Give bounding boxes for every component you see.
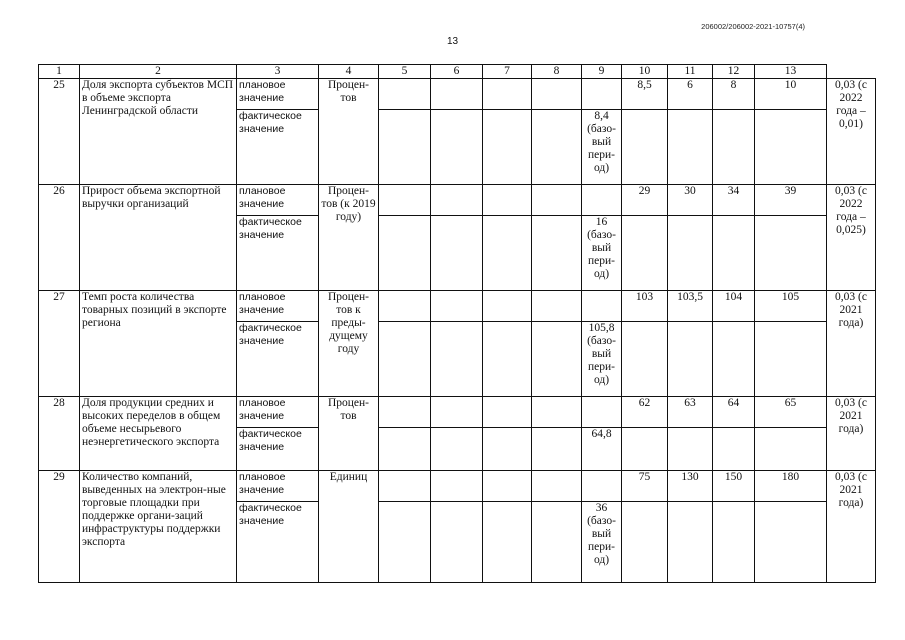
empty-cell — [431, 110, 483, 185]
empty-cell — [431, 397, 483, 428]
plan-value: 39 — [755, 185, 827, 216]
weight-cell: 0,03 (с 2022 года – 0,025) — [827, 185, 876, 291]
empty-cell — [379, 79, 431, 110]
page-number: 13 — [446, 36, 459, 47]
row-number: 27 — [39, 291, 80, 397]
plan-label: плановое значение — [237, 471, 319, 502]
plan-label: плановое значение — [237, 291, 319, 322]
row-number: 29 — [39, 471, 80, 583]
empty-cell — [379, 110, 431, 185]
empty-cell — [668, 110, 713, 185]
empty-cell — [379, 216, 431, 291]
column-header: 13 — [755, 65, 827, 79]
plan-value: 8 — [713, 79, 755, 110]
plan-value: 63 — [668, 397, 713, 428]
empty-cell — [622, 216, 668, 291]
plan-value: 150 — [713, 471, 755, 502]
empty-cell — [431, 291, 483, 322]
unit-cell: Единиц — [319, 471, 379, 583]
row-number: 28 — [39, 397, 80, 471]
empty-cell — [431, 79, 483, 110]
column-header: 4 — [319, 65, 379, 79]
unit-cell: Процен-тов — [319, 397, 379, 471]
column-number-row — [39, 65, 876, 79]
empty-cell — [379, 397, 431, 428]
empty-cell — [483, 79, 532, 110]
plan-value: 10 — [755, 79, 827, 110]
fact-label: фактическое значение — [237, 110, 319, 185]
empty-cell — [379, 471, 431, 502]
column-header: 1 — [39, 65, 80, 79]
plan-label: плановое значение — [237, 397, 319, 428]
plan-value: 180 — [755, 471, 827, 502]
base-value: 64,8 — [582, 428, 622, 471]
empty-cell — [379, 502, 431, 583]
plan-value: 130 — [668, 471, 713, 502]
empty-cell — [713, 502, 755, 583]
plan-value: 64 — [713, 397, 755, 428]
table-row — [39, 397, 876, 428]
empty-cell — [483, 110, 532, 185]
plan-value: 6 — [668, 79, 713, 110]
column-header: 2 — [80, 65, 237, 79]
empty-cell — [755, 216, 827, 291]
empty-cell — [582, 471, 622, 502]
empty-cell — [532, 502, 582, 583]
empty-cell — [379, 185, 431, 216]
empty-cell — [483, 471, 532, 502]
empty-cell — [483, 502, 532, 583]
base-value: 16 (базо-вый пери-од) — [582, 216, 622, 291]
empty-cell — [532, 110, 582, 185]
fact-label: фактическое значение — [237, 322, 319, 397]
column-header: 12 — [713, 65, 755, 79]
empty-cell — [755, 322, 827, 397]
empty-cell — [431, 216, 483, 291]
empty-cell — [483, 291, 532, 322]
empty-cell — [379, 291, 431, 322]
table-row — [39, 471, 876, 502]
plan-value: 34 — [713, 185, 755, 216]
plan-value: 8,5 — [622, 79, 668, 110]
unit-cell: Процен-тов к преды-дущему году — [319, 291, 379, 397]
empty-cell — [713, 322, 755, 397]
column-header: 10 — [622, 65, 668, 79]
weight-cell: 0,03 (с 2021 года) — [827, 471, 876, 583]
column-header: 6 — [431, 65, 483, 79]
indicators-table — [38, 64, 876, 583]
row-number: 26 — [39, 185, 80, 291]
plan-value: 105 — [755, 291, 827, 322]
weight-cell: 0,03 (с 2021 года) — [827, 291, 876, 397]
empty-cell — [483, 397, 532, 428]
plan-value: 29 — [622, 185, 668, 216]
plan-label: плановое значение — [237, 79, 319, 110]
empty-cell — [483, 216, 532, 291]
unit-cell: Процен-тов — [319, 79, 379, 185]
empty-cell — [483, 428, 532, 471]
fact-label: фактическое значение — [237, 428, 319, 471]
empty-cell — [668, 428, 713, 471]
fact-label: фактическое значение — [237, 216, 319, 291]
base-value: 36 (базо-вый пери-од) — [582, 502, 622, 583]
empty-cell — [582, 79, 622, 110]
empty-cell — [431, 185, 483, 216]
empty-cell — [532, 185, 582, 216]
empty-cell — [622, 322, 668, 397]
empty-cell — [668, 216, 713, 291]
indicator-name: Доля экспорта субъектов МСП в объеме экспорта Ленинградской области — [80, 79, 237, 185]
unit-cell: Процен-тов (к 2019 году) — [319, 185, 379, 291]
table-row — [39, 79, 876, 110]
empty-cell — [431, 471, 483, 502]
empty-cell — [582, 397, 622, 428]
empty-cell — [431, 502, 483, 583]
empty-cell — [379, 428, 431, 471]
document-id: 206002/206002-2021-10757(4) — [701, 22, 805, 31]
weight-cell: 0,03 (с 2021 года) — [827, 397, 876, 471]
empty-cell — [532, 291, 582, 322]
empty-cell — [582, 185, 622, 216]
column-header: 11 — [668, 65, 713, 79]
row-number: 25 — [39, 79, 80, 185]
plan-value: 65 — [755, 397, 827, 428]
column-header: 5 — [379, 65, 431, 79]
fact-label: фактическое значение — [237, 502, 319, 583]
empty-cell — [532, 428, 582, 471]
plan-value: 62 — [622, 397, 668, 428]
empty-cell — [431, 428, 483, 471]
table-row — [39, 291, 876, 322]
empty-cell — [755, 428, 827, 471]
empty-cell — [483, 322, 532, 397]
plan-value: 103 — [622, 291, 668, 322]
empty-cell — [622, 502, 668, 583]
plan-value: 30 — [668, 185, 713, 216]
empty-cell — [582, 291, 622, 322]
plan-value: 75 — [622, 471, 668, 502]
empty-cell — [532, 397, 582, 428]
empty-cell — [622, 110, 668, 185]
empty-cell — [668, 502, 713, 583]
empty-cell — [668, 322, 713, 397]
column-header: 7 — [483, 65, 532, 79]
empty-cell — [532, 471, 582, 502]
indicator-name: Количество компаний, выведенных на электрон-ные торговые площадки при поддержке органи-заций инфраструктуры поддержки экспорта — [80, 471, 237, 583]
empty-cell — [713, 428, 755, 471]
weight-cell: 0,03 (с 2022 года – 0,01) — [827, 79, 876, 185]
empty-cell — [532, 216, 582, 291]
plan-label: плановое значение — [237, 185, 319, 216]
empty-cell — [532, 322, 582, 397]
empty-cell — [483, 185, 532, 216]
indicator-name: Темп роста количества товарных позиций в экспорте региона — [80, 291, 237, 397]
table-row — [39, 185, 876, 216]
empty-cell — [713, 216, 755, 291]
empty-cell — [755, 110, 827, 185]
empty-cell — [379, 322, 431, 397]
column-header: 8 — [532, 65, 582, 79]
indicator-name: Доля продукции средних и высоких переделов в общем объеме несырьевого неэнергетического экспорта — [80, 397, 237, 471]
indicator-name: Прирост объема экспортной выручки организаций — [80, 185, 237, 291]
column-header: 3 — [237, 65, 319, 79]
base-value: 8,4 (базо-вый пери-од) — [582, 110, 622, 185]
plan-value: 104 — [713, 291, 755, 322]
empty-cell — [431, 322, 483, 397]
empty-cell — [755, 502, 827, 583]
column-header: 9 — [582, 65, 622, 79]
empty-cell — [532, 79, 582, 110]
plan-value: 103,5 — [668, 291, 713, 322]
base-value: 105,8 (базо-вый пери-од) — [582, 322, 622, 397]
empty-cell — [713, 110, 755, 185]
empty-cell — [622, 428, 668, 471]
